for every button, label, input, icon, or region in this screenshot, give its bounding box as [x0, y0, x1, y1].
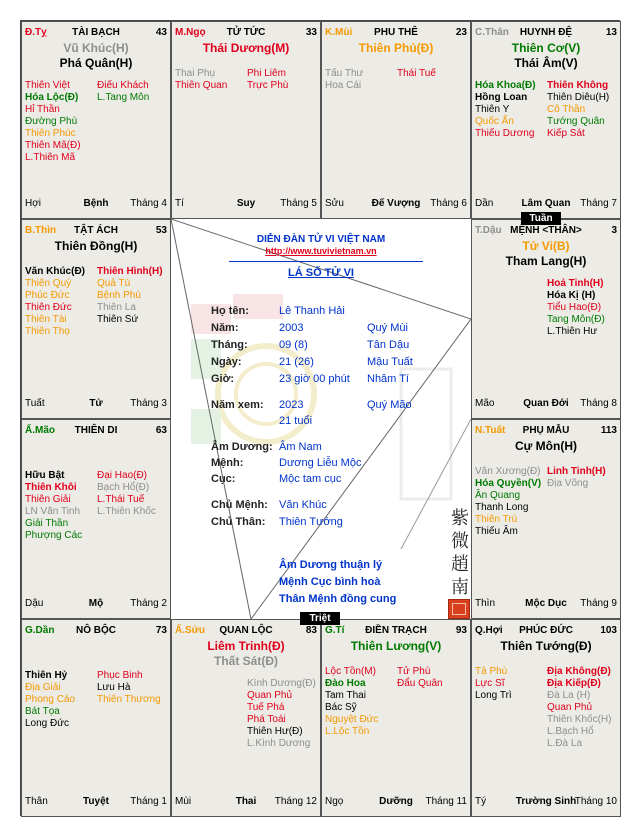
palace-branch: Ngọ: [325, 796, 344, 807]
palace-branch: Dậu: [25, 598, 44, 609]
palace-stem-branch: G.Tí: [325, 625, 345, 636]
minor-stars-right: [547, 466, 606, 490]
palace-header: [325, 625, 467, 637]
minor-star: Phong Cáo: [25, 694, 76, 705]
minor-star: Hóa Kị (H): [547, 290, 596, 301]
minor-star: Quốc Ấn: [475, 116, 514, 127]
divider: [229, 261, 423, 262]
minor-star: Giải Thần: [25, 518, 69, 529]
palace-age: 103: [600, 625, 617, 636]
label-name: Họ tên:: [211, 305, 249, 317]
palace-footer: [25, 398, 167, 410]
minor-star: Thiên Y: [475, 104, 510, 115]
palace-branch: Sửu: [325, 198, 344, 209]
palace-stem-branch: Q.Hợi: [475, 625, 503, 636]
minor-stars-left: [475, 80, 536, 140]
minor-star: Kình Dương(Đ): [247, 678, 316, 689]
palace-phase: Trường Sinh: [515, 796, 577, 807]
chart-title: LÁ SỐ TỬ VI: [288, 267, 354, 279]
main-star: Tử Vi(B): [522, 239, 570, 253]
minor-star: Đà La (H): [547, 690, 591, 701]
minor-star: Phúc Đức: [25, 290, 70, 301]
value-age: 21 tuổi: [279, 415, 313, 427]
seal-char-4: 南: [451, 577, 469, 598]
minor-star: Cô Thần: [547, 104, 586, 115]
minor-stars-left: [25, 80, 81, 164]
minor-stars-right: [97, 470, 156, 518]
palace-phase: Mộ: [88, 598, 104, 609]
palace-footer: [25, 198, 167, 210]
palace-phase: Bệnh: [83, 198, 109, 209]
palace-month: Tháng 12: [274, 796, 317, 807]
minor-star: Quan Phủ: [247, 690, 293, 701]
palace-name: QUAN LỘC: [219, 625, 273, 636]
minor-star: Thiên Quan: [175, 80, 228, 91]
minor-star: Hữu Bật: [25, 470, 65, 481]
palace-footer: [475, 796, 617, 808]
palace-month: Tháng 8: [580, 398, 617, 409]
minor-star: Thiên Diêu(H): [547, 92, 610, 103]
minor-star: Trực Phù: [247, 80, 289, 91]
minor-star: Quả Tú: [97, 278, 131, 289]
palace-menh: [471, 219, 621, 419]
minor-star: Thiên Trù: [475, 514, 518, 525]
label-chu-menh: Chủ Mệnh:: [211, 499, 268, 511]
palace-age: 63: [155, 425, 167, 436]
palace-header: [25, 27, 167, 39]
red-seal-stamp: [448, 599, 470, 619]
palace-tat-ach: [21, 219, 171, 419]
palace-phu-mau: [471, 419, 621, 619]
palace-footer: [325, 796, 467, 808]
minor-star: Đào Hoa: [325, 678, 366, 689]
minor-star: Lộc Tồn(M): [325, 666, 376, 677]
palace-age: 73: [155, 625, 167, 636]
palace-branch: Mùi: [175, 796, 192, 807]
minor-star: Thiên La: [97, 302, 136, 313]
palace-header: [325, 27, 467, 39]
minor-star: Thiên Không: [547, 80, 609, 91]
palace-name: HUYNH ĐỆ: [519, 27, 573, 38]
palace-branch: Dần: [475, 198, 494, 209]
minor-stars-right: [397, 666, 443, 690]
palace-thien-di: [21, 419, 171, 619]
main-stars: [472, 439, 620, 454]
minor-star: Thái Tuế: [397, 68, 436, 79]
palace-header: [175, 625, 317, 637]
triet-marker: Triệt: [300, 612, 340, 625]
minor-star: L.Tang Môn: [97, 92, 150, 103]
palace-footer: [175, 198, 317, 210]
value-chu-menh: Văn Khúc: [279, 499, 327, 511]
minor-stars-right: [247, 678, 316, 750]
minor-star: Địa Kiếp(Đ): [547, 678, 601, 689]
value-view-year: 2023: [279, 399, 304, 411]
palace-header: [25, 225, 167, 237]
seal-char-1: 紫: [451, 508, 469, 529]
palace-name: TÀI BẠCH: [72, 27, 120, 38]
minor-star: Ân Quang: [475, 490, 521, 501]
minor-star: Phượng Các: [25, 530, 83, 541]
minor-star: Thiếu Dương: [475, 128, 535, 139]
minor-stars-left: [325, 68, 363, 92]
minor-star: Tam Thai: [325, 690, 366, 701]
minor-star: Thiên Khôi: [25, 482, 77, 493]
palace-name: NÔ BỘC: [76, 625, 116, 636]
value-hour: 23 giờ 00 phút: [279, 373, 350, 385]
minor-star: L.Thái Tuế: [97, 494, 145, 505]
main-stars: [22, 41, 170, 71]
main-star: Liêm Trinh(Đ): [207, 639, 285, 653]
minor-star: Tiểu Hao(Đ): [547, 302, 602, 313]
minor-star: Phục Binh: [97, 670, 143, 681]
value-month: 09 (8): [279, 339, 308, 351]
main-stars: [322, 639, 470, 654]
palace-stem-branch: B.Thìn: [25, 225, 57, 236]
palace-footer: [325, 198, 467, 210]
palace-age: 53: [155, 225, 167, 236]
palace-age: 93: [455, 625, 467, 636]
palace-month: Tháng 2: [130, 598, 167, 609]
palace-age: 43: [155, 27, 167, 38]
palace-stem-branch: N.Tuất: [475, 425, 506, 436]
minor-star: Thanh Long: [475, 502, 529, 513]
minor-star: Địa Võng: [547, 478, 589, 489]
minor-star: Bác Sỹ: [325, 702, 357, 713]
label-month: Tháng:: [211, 339, 248, 351]
main-stars: [172, 639, 320, 669]
palace-stem-branch: Ấ.Sửu: [175, 625, 206, 636]
label-day: Ngày:: [211, 356, 242, 368]
palace-huynh-de: [471, 21, 621, 219]
palace-month: Tháng 3: [130, 398, 167, 409]
palace-phu-the: [321, 21, 471, 219]
minor-star: L.Kình Dương: [247, 738, 311, 749]
minor-star: Hỉ Thần: [25, 104, 60, 115]
minor-stars-right: [97, 266, 163, 326]
label-hour: Giờ:: [211, 373, 235, 385]
main-star: Phá Quân(H): [59, 56, 133, 70]
label-cuc: Cục:: [211, 473, 236, 485]
minor-star: Tang Môn(Đ): [547, 314, 605, 325]
minor-star: Bệnh Phù: [97, 290, 141, 301]
palace-month: Tháng 10: [574, 796, 617, 807]
minor-stars-left: [325, 666, 378, 738]
minor-stars-right: [247, 68, 288, 92]
palace-age: 113: [600, 425, 617, 436]
minor-stars-right: [547, 278, 605, 338]
minor-star: Kiếp Sát: [547, 128, 585, 139]
value-name: Lê Thanh Hải: [279, 305, 345, 317]
value-chu-than: Thiên Tướng: [279, 516, 343, 528]
minor-star: Thiên Khốc(H): [547, 714, 612, 725]
minor-star: Đường Phù: [25, 116, 78, 127]
note-1: Âm Dương thuận lý: [279, 559, 383, 571]
main-star: Thiên Cơ(V): [511, 41, 581, 55]
palace-name: THIÊN DI: [74, 425, 118, 436]
minor-stars-right: [547, 666, 611, 750]
palace-name: PHU THÊ: [374, 27, 418, 38]
palace-header: [25, 425, 167, 437]
minor-star: Thiên Giải: [25, 494, 71, 505]
minor-star: Đại Hao(Đ): [97, 470, 148, 481]
main-stars: [172, 41, 320, 56]
value-amduong: Âm Nam: [279, 441, 322, 453]
palace-footer: [475, 398, 617, 410]
minor-star: Địa Giải: [25, 682, 61, 693]
minor-star: L.Bạch Hổ: [547, 726, 594, 737]
palace-age: 23: [455, 27, 467, 38]
minor-star: Tấu Thư: [325, 68, 364, 79]
palace-name: TỬ TỨC: [226, 27, 266, 38]
palace-phase: Tử: [89, 398, 103, 409]
minor-star: Long Trì: [475, 690, 512, 701]
palace-age: 33: [305, 27, 317, 38]
palace-branch: Tuất: [25, 398, 45, 409]
palace-phase: Lâm Quan: [521, 198, 571, 209]
minor-star: Thiên Quý: [25, 278, 72, 289]
palace-header: [475, 225, 617, 237]
palace-stem-branch: C.Thân: [475, 27, 509, 38]
minor-star: L.Thiên Mã: [25, 152, 76, 163]
minor-stars-left: [175, 68, 227, 92]
palace-name: ĐIỀN TRẠCH: [365, 625, 427, 636]
minor-star: Điếu Khách: [97, 80, 149, 91]
palace-no-boc: [21, 619, 171, 817]
minor-star: Bát Tọa: [25, 706, 60, 717]
main-stars: [472, 239, 620, 269]
forum-url[interactable]: http://www.tuvivietnam.vn: [265, 246, 377, 256]
minor-star: Thiên Hình(H): [97, 266, 163, 277]
main-star: Thái Dương(M): [202, 41, 290, 55]
minor-stars-left: [25, 266, 85, 338]
minor-star: Tử Phù: [397, 666, 431, 677]
label-year: Năm:: [211, 322, 239, 334]
minor-star: Lưu Hà: [97, 682, 131, 693]
palace-branch: Hợi: [25, 198, 42, 209]
palace-name: TẬT ÁCH: [74, 225, 118, 236]
minor-star: Tuế Phá: [247, 702, 285, 713]
palace-branch: Thìn: [475, 598, 496, 609]
palace-header: [25, 625, 167, 637]
palace-month: Tháng 7: [580, 198, 617, 209]
minor-star: Tướng Quân: [547, 116, 605, 127]
seal-char-2: 微: [451, 531, 469, 552]
label-chu-than: Chủ Thân:: [211, 516, 266, 528]
minor-star: Thiên Hư(Đ): [247, 726, 303, 737]
minor-stars-right: [547, 80, 609, 140]
minor-star: LN Văn Tinh: [25, 506, 81, 517]
palace-quan-loc: [171, 619, 321, 817]
palace-month: Tháng 9: [580, 598, 617, 609]
palace-age: 3: [611, 225, 617, 236]
label-amduong: Âm Dương:: [211, 441, 273, 453]
palace-age: 13: [605, 27, 617, 38]
label-menh: Mệnh:: [211, 457, 244, 469]
minor-star: Hóa Lộc(Đ): [25, 92, 79, 103]
main-star: Thái Âm(V): [514, 56, 578, 70]
minor-star: Hoả Tinh(H): [547, 278, 604, 289]
palace-stem-branch: Đ.Tỵ: [25, 27, 47, 38]
value-day: 21 (26): [279, 356, 314, 368]
palace-footer: [475, 598, 617, 610]
minor-star: Hồng Loan: [475, 92, 528, 103]
minor-star: Lực Sĩ: [475, 678, 505, 689]
value-year: 2003: [279, 322, 304, 334]
value-view-year-cc: Quý Mão: [367, 399, 412, 411]
minor-star: Thiên Phúc: [25, 128, 76, 139]
minor-star: Thiên Hỷ: [25, 670, 68, 681]
value-hour-cc: Nhâm Tí: [367, 373, 409, 385]
minor-star: Thiên Việt: [25, 80, 70, 91]
palace-month: Tháng 5: [280, 198, 317, 209]
palace-month: Tháng 6: [430, 198, 467, 209]
minor-star: Thiên Sứ: [97, 314, 139, 325]
minor-star: Hoa Cái: [325, 80, 362, 91]
palace-tai-bach: [21, 21, 171, 219]
minor-stars-left: [475, 466, 541, 538]
minor-star: Thiên Đức: [25, 302, 72, 313]
main-star: Thiên Lương(V): [350, 639, 442, 653]
palace-phuc-duc: [471, 619, 621, 817]
label-view-year: Năm xem:: [211, 399, 264, 411]
minor-star: Thiên Tài: [25, 314, 67, 325]
main-stars: [472, 639, 620, 654]
minor-star: Thiên Thọ: [25, 326, 70, 337]
palace-stem-branch: G.Dần: [25, 625, 55, 636]
palace-dien-trach: [321, 619, 471, 817]
center-info-panel: [171, 219, 471, 619]
palace-name: PHỤ MẪU: [522, 425, 570, 436]
value-cuc: Mộc tam cục: [279, 473, 342, 485]
forum-title: DIỄN ĐÀN TỬ VI VIỆT NAM: [256, 234, 386, 245]
palace-month: Tháng 1: [130, 796, 167, 807]
minor-star: Địa Không(Đ): [547, 666, 611, 677]
minor-star: L.Lộc Tồn: [325, 726, 370, 737]
seal-char-3: 趙: [451, 554, 469, 575]
minor-star: L.Thiên Hư: [547, 326, 598, 337]
minor-stars-left: [475, 666, 512, 702]
minor-star: Tả Phù: [475, 666, 508, 677]
minor-star: Quan Phủ: [547, 702, 593, 713]
main-star: Thiên Phủ(Đ): [358, 41, 434, 55]
horoscope-board: [20, 20, 620, 816]
palace-phase: Thai: [235, 796, 257, 807]
main-star: Thiên Tướng(Đ): [500, 639, 592, 653]
main-star: Cự Môn(H): [514, 439, 577, 453]
palace-month: Tháng 11: [425, 796, 467, 807]
palace-phase: Mộc Dục: [525, 598, 567, 609]
minor-star: Thiên Thương: [97, 694, 161, 705]
main-star: Thất Sát(Đ): [214, 654, 278, 668]
note-2: Mệnh Cục bình hoà: [279, 576, 381, 588]
minor-stars-left: [25, 670, 75, 730]
main-star: Tham Lang(H): [505, 254, 587, 268]
note-3: Thân Mệnh đồng cung: [279, 593, 397, 605]
palace-age: 83: [305, 625, 317, 636]
palace-name: PHÚC ĐỨC: [519, 625, 573, 636]
main-star: Vũ Khúc(H): [63, 41, 129, 55]
minor-star: Văn Khúc(Đ): [25, 266, 85, 277]
palace-footer: [25, 796, 167, 808]
minor-star: Nguyệt Đức: [325, 714, 379, 725]
palace-branch: Tý: [475, 796, 487, 807]
main-stars: [322, 41, 470, 56]
seal-calligraphy: [449, 507, 471, 599]
palace-header: [475, 425, 617, 437]
palace-footer: [175, 796, 317, 808]
palace-name: MỆNH <THÂN>: [510, 225, 582, 236]
palace-phase: Đế Vượng: [371, 198, 421, 209]
palace-branch: Thân: [25, 796, 48, 807]
minor-star: Bạch Hổ(Đ): [97, 482, 150, 493]
minor-star: Hóa Quyền(V): [475, 478, 542, 489]
palace-stem-branch: K.Mùi: [325, 27, 353, 38]
palace-footer: [25, 598, 167, 610]
value-year-cc: Quý Mùi: [367, 322, 408, 334]
palace-month: Tháng 4: [130, 198, 167, 209]
value-menh: Dương Liễu Mộc: [279, 457, 362, 469]
minor-star: Thiên Mã(Đ): [25, 140, 81, 151]
palace-branch: Mão: [475, 398, 495, 409]
palace-header: [475, 625, 617, 637]
main-stars: [22, 239, 170, 254]
palace-phase: Quan Đới: [523, 398, 569, 409]
minor-stars-right: [397, 68, 436, 80]
minor-star: Long Đức: [25, 718, 69, 729]
palace-header: [175, 27, 317, 39]
minor-stars-right: [97, 80, 149, 104]
palace-stem-branch: M.Ngọ: [175, 27, 206, 38]
palace-phase: Tuyệt: [83, 796, 109, 807]
palace-phase: Dưỡng: [379, 796, 413, 807]
minor-star: Thiếu Âm: [475, 526, 518, 537]
palace-tu-tuc: [171, 21, 321, 219]
tuan-marker: Tuần: [521, 212, 561, 225]
palace-stem-branch: T.Dậu: [475, 225, 502, 236]
minor-star: L.Đà La: [547, 738, 583, 749]
main-stars: [472, 41, 620, 71]
minor-star: Hóa Khoa(Đ): [475, 80, 536, 91]
minor-star: Linh Tinh(H): [547, 466, 606, 477]
palace-phase: Suy: [236, 198, 256, 209]
minor-star: Thai Phụ: [175, 68, 216, 79]
minor-stars-right: [97, 670, 161, 706]
minor-stars-left: [25, 470, 82, 542]
value-day-cc: Mậu Tuất: [367, 356, 413, 368]
palace-branch: Tí: [175, 198, 184, 209]
main-star: Thiên Đồng(H): [54, 239, 138, 253]
value-month-cc: Tân Dậu: [367, 339, 410, 351]
minor-star: Văn Xương(Đ): [475, 466, 541, 477]
minor-star: L.Thiên Khốc: [97, 506, 156, 517]
minor-star: Đẩu Quân: [397, 678, 443, 689]
palace-footer: [475, 198, 617, 210]
minor-star: Phi Liêm: [247, 68, 286, 79]
palace-header: [475, 27, 617, 39]
minor-star: Phá Toái: [247, 714, 286, 725]
palace-stem-branch: Ấ.Mão: [25, 425, 55, 436]
